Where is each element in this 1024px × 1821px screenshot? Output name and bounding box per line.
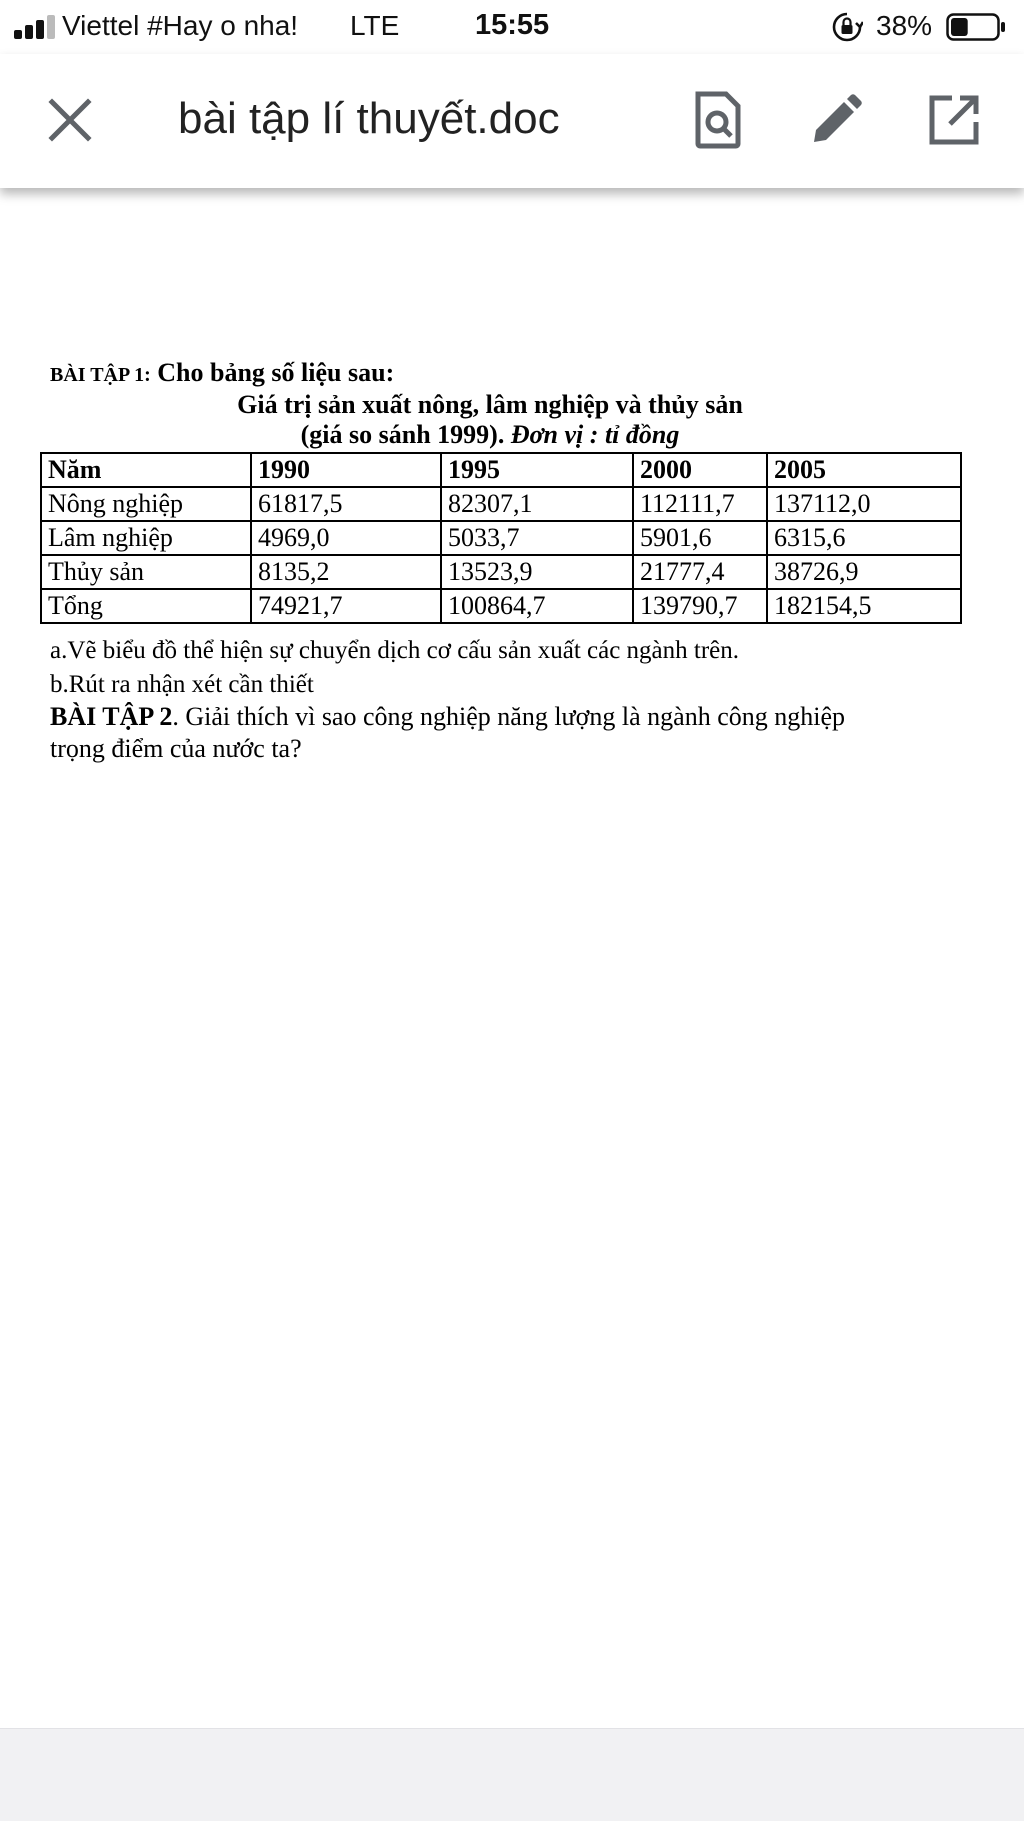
table-cell: 21777,4 xyxy=(633,555,767,589)
table-cell: 6315,6 xyxy=(767,521,961,555)
question-b: b.Rút ra nhận xét cần thiết xyxy=(50,671,314,698)
exercise-2-line-2: trọng điểm của nước ta? xyxy=(50,734,302,763)
battery-icon xyxy=(946,13,1006,41)
header-cell: 2005 xyxy=(767,453,961,487)
edit-pencil-icon[interactable] xyxy=(808,92,864,148)
header-cell: Năm xyxy=(41,453,251,487)
open-external-icon[interactable] xyxy=(926,92,982,148)
exercise-2-line-1 xyxy=(50,702,845,732)
table-cell: 182154,5 xyxy=(767,589,961,623)
table-title: Giá trị sản xuất nông, lâm nghiệp và thủy sản xyxy=(237,390,743,419)
table-row xyxy=(41,589,961,623)
table-cell: 74921,7 xyxy=(251,589,441,623)
table-cell: Nông nghiệp xyxy=(41,487,251,521)
table-cell: 38726,9 xyxy=(767,555,961,589)
document-page xyxy=(0,190,1024,1730)
table-cell: 139790,7 xyxy=(633,589,767,623)
table-cell: 100864,7 xyxy=(441,589,633,623)
table-row xyxy=(41,555,961,589)
app-bar xyxy=(0,54,1024,188)
question-a: a.Vẽ biểu đồ thể hiện sự chuyển dịch cơ cấu sản xuất các ngành trên. xyxy=(50,637,740,664)
header-cell: 2000 xyxy=(633,453,767,487)
rotation-lock-icon xyxy=(831,11,863,43)
table-header-row xyxy=(41,453,961,487)
table-cell: 112111,7 xyxy=(633,487,767,521)
table-row xyxy=(41,487,961,521)
clock: 15:55 xyxy=(475,9,550,41)
table-cell: 13523,9 xyxy=(441,555,633,589)
table-cell: 82307,1 xyxy=(441,487,633,521)
table-cell: Thủy sản xyxy=(41,555,251,589)
table-unit: Đơn vị : tỉ đồng xyxy=(510,420,680,449)
exercise-2-label: BÀI TẬP 2 xyxy=(50,702,173,731)
network-type: LTE xyxy=(350,10,400,41)
table-cell: 61817,5 xyxy=(251,487,441,521)
exercise-2-text: . Giải thích vì sao công nghiệp năng lượng là ngành công nghiệp xyxy=(172,702,845,731)
bottom-toolbar xyxy=(0,1728,1024,1821)
document-title: bài tập lí thuyết.doc xyxy=(178,94,560,143)
table-cell: 5033,7 xyxy=(441,521,633,555)
table-cell: 8135,2 xyxy=(251,555,441,589)
find-in-page-icon[interactable] xyxy=(690,90,746,150)
table-subtitle xyxy=(0,420,980,450)
header-cell: 1995 xyxy=(441,453,633,487)
battery-percentage: 38% xyxy=(876,10,933,41)
table-cell: 137112,0 xyxy=(767,487,961,521)
table-subtitle-price-basis: (giá so sánh 1999). xyxy=(300,420,505,449)
signal-strength-icon xyxy=(14,15,60,39)
header-cell: 1990 xyxy=(251,453,441,487)
exercise-1-text: Cho bảng số liệu sau: xyxy=(157,358,395,387)
table-cell: Lâm nghiệp xyxy=(41,521,251,555)
carrier-name: Viettel #Hay o nha! xyxy=(62,10,299,41)
table-cell: 5901,6 xyxy=(633,521,767,555)
exercise-1-label: BÀI TẬP 1: xyxy=(50,364,151,386)
exercise-1-heading xyxy=(50,358,394,390)
table-cell: 4969,0 xyxy=(251,521,441,555)
status-bar xyxy=(0,0,1024,54)
data-table xyxy=(40,452,962,624)
table-row xyxy=(41,521,961,555)
close-icon[interactable] xyxy=(42,92,98,148)
table-cell: Tổng xyxy=(41,589,251,623)
